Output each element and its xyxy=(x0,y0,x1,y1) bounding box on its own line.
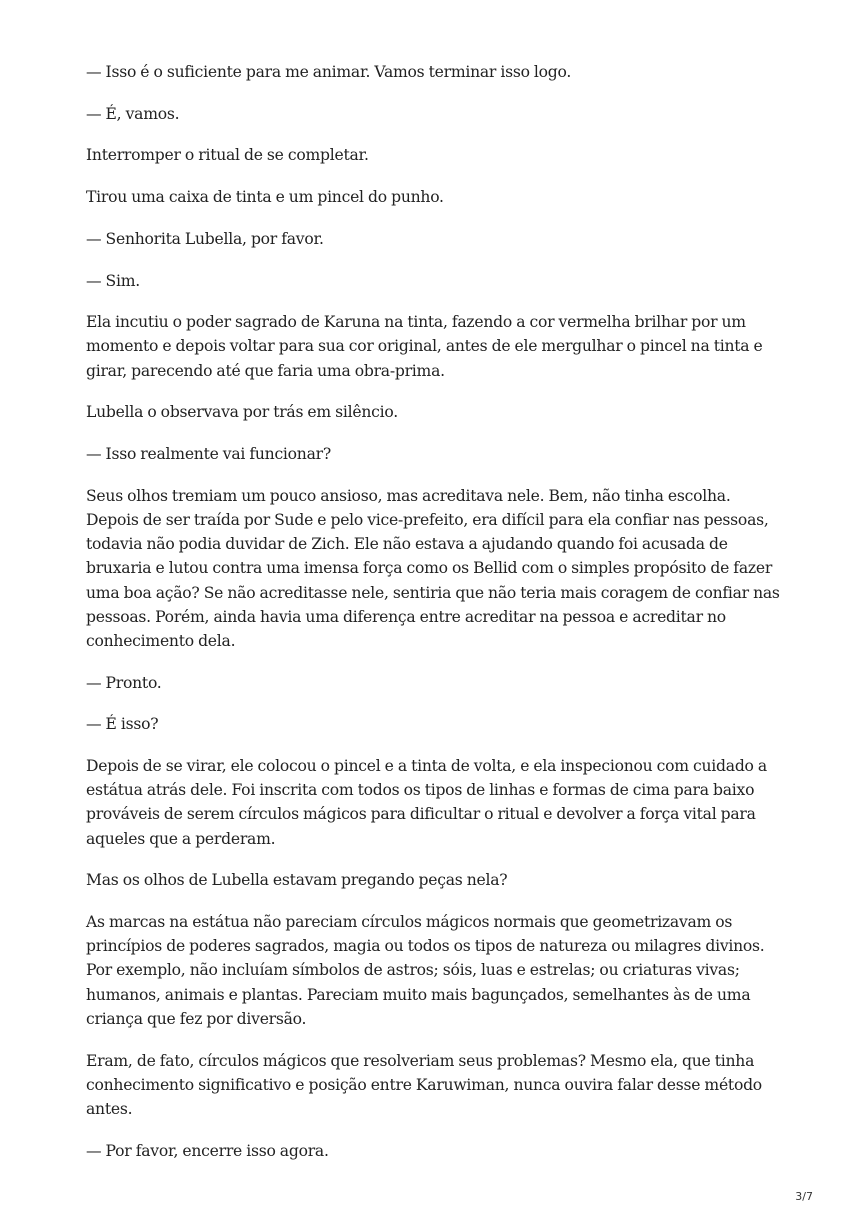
paragraph-6: — Sim. xyxy=(86,271,140,290)
paragraph-14: Mas os olhos de Lubella estavam pregando peças nela? xyxy=(86,871,508,890)
paragraph-1: — Isso é o suficiente para me animar. Vamos terminar isso logo. xyxy=(86,63,572,81)
paragraph-2: — É, vamos. xyxy=(86,104,180,123)
paragraph-13: Depois de se virar, ele colocou o pincel e a tinta de volta, e ela inspecionou com cuidado a estátua atrás dele. Foi inscrita com todos os tipos de linhas e formas de cima para baixo prováveis de serem círculos mágicos para dificultar o ritual e devolver a força vital para aqueles que a perderam. xyxy=(86,757,767,848)
paragraph-16: Eram, de fato, círculos mágicos que resolveriam seus problemas? Mesmo ela, que tinha conhecimento significativo e posição entre Karuwiman, nunca ouvira falar desse método antes. xyxy=(86,1051,762,1118)
paragraph-7: Ela incutiu o poder sagrado de Karuna na tinta, fazendo a cor vermelha brilhar por um momento e depois voltar para sua cor original, antes de ele mergulhar o pincel na tinta e girar, parecendo até que faria uma obra-prima. xyxy=(86,313,763,380)
paragraph-4: Tirou uma caixa de tinta e um pincel do punho. xyxy=(86,188,444,207)
paragraph-17: — Por favor, encerre isso agora. xyxy=(86,1141,329,1160)
paragraph-5: — Senhorita Lubella, por favor. xyxy=(86,229,324,248)
document-body xyxy=(86,60,786,1180)
paragraph-8: Lubella o observava por trás em silêncio. xyxy=(86,403,398,422)
paragraph-12: — É isso? xyxy=(86,715,159,734)
page-number: 3/7 xyxy=(795,1190,813,1203)
paragraph-3: Interromper o ritual de se completar. xyxy=(86,146,369,165)
paragraph-15: As marcas na estátua não pareciam círculos mágicos normais que geometrizavam os princípios de poderes sagrados, magia ou todos os tipos de natureza ou milagres divinos. Por exemplo, não incluíam símbolos de astros; sóis, luas e estrelas; ou criaturas vivas; humanos, animais e plantas. Pareciam muito mais bagunçados, semelhantes às de uma criança que fez por diversão. xyxy=(86,913,765,1028)
paragraph-11: — Pronto. xyxy=(86,673,162,692)
paragraph-9: — Isso realmente vai funcionar? xyxy=(86,445,331,464)
paragraph-10: Seus olhos tremiam um pouco ansioso, mas acreditava nele. Bem, não tinha escolha. Depois de ser traída por Sude e pelo vice-prefeito, era difícil para ela confiar nas pessoas, todavia não podia duvidar de Zich. Ele não estava a ajudando quando foi acusada de bruxaria e lutou contra uma imensa força como os Bellid com o simples propósito de fazer uma boa ação? Se não acreditasse nele, sentiria que não teria mais coragem de confiar nas pessoas. Porém, ainda havia uma diferença entre acreditar na pessoa e acreditar no conhecimento dela. xyxy=(86,486,780,650)
